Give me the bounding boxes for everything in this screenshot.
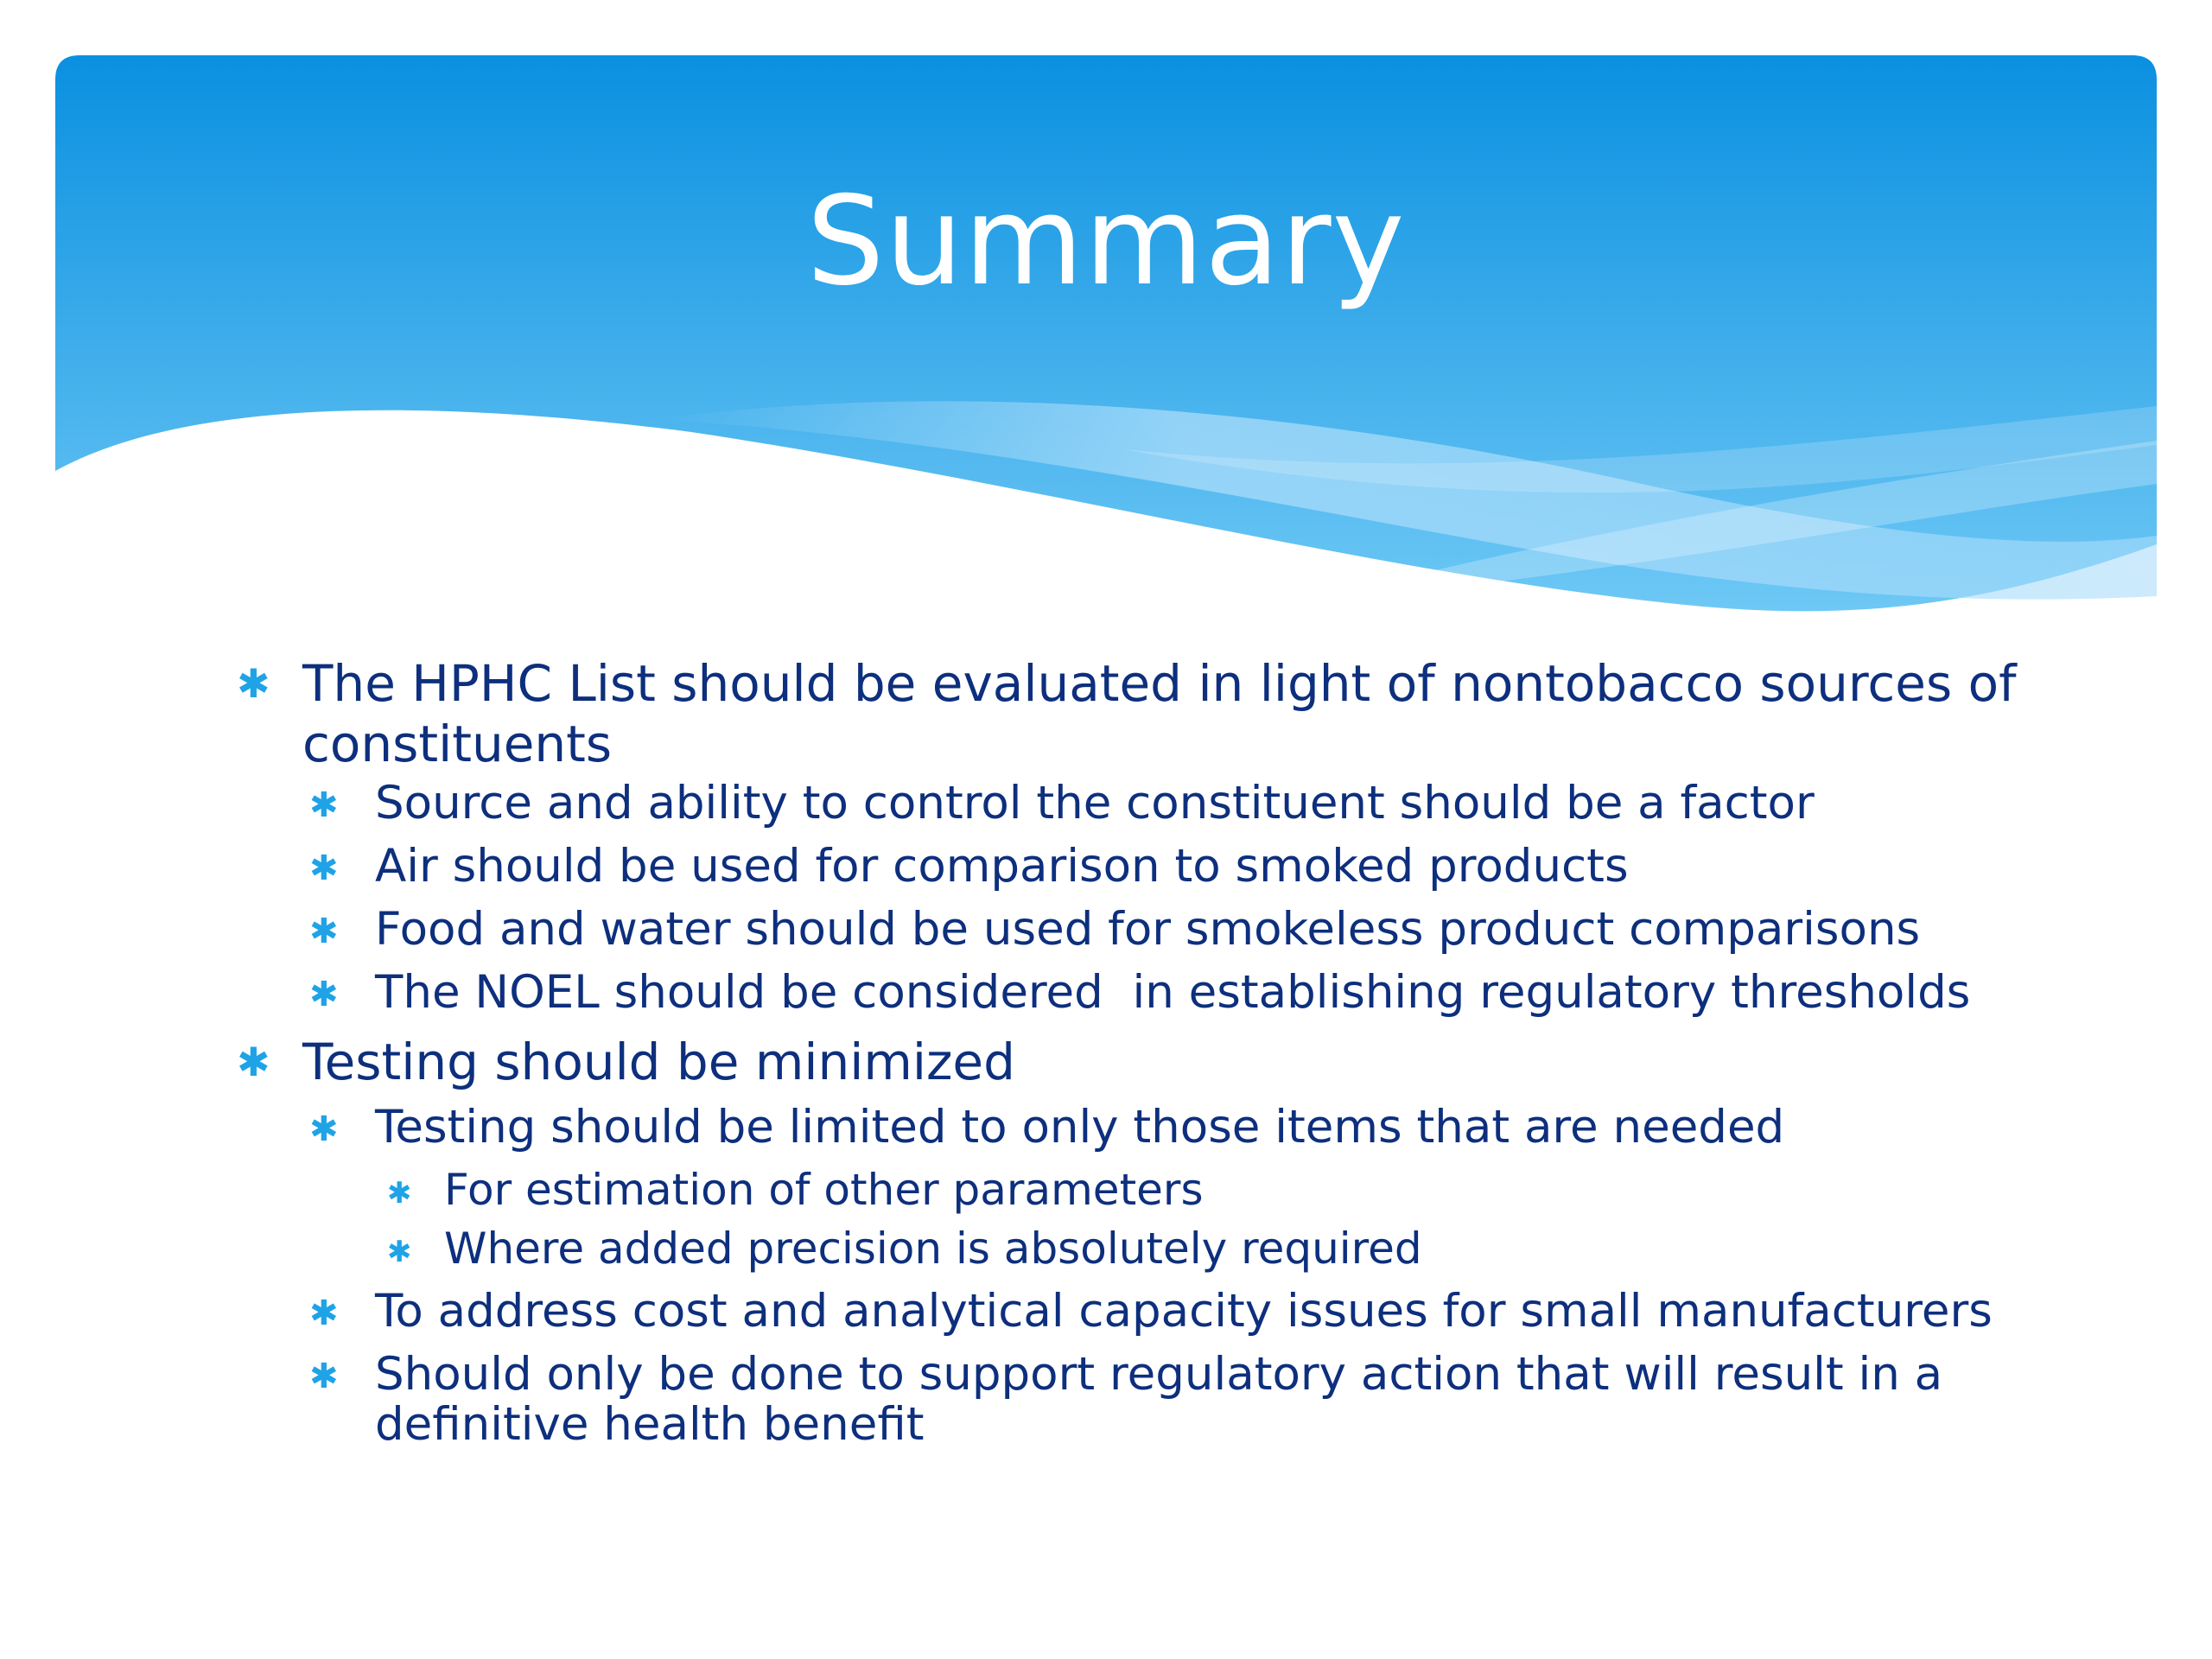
bullet-item-level3 — [387, 1224, 1422, 1274]
asterisk-bullet-icon: ✱ — [309, 1109, 339, 1149]
asterisk-bullet-icon: ✱ — [309, 1357, 339, 1396]
asterisk-bullet-icon: ✱ — [237, 1039, 270, 1085]
bullet-text-line: Testing should be minimized — [302, 1033, 1015, 1091]
asterisk-bullet-icon: ✱ — [387, 1176, 412, 1211]
asterisk-bullet-icon: ✱ — [309, 1294, 339, 1333]
bullet-item-level2 — [309, 1101, 1785, 1154]
slide-title: Summary — [806, 170, 1406, 313]
asterisk-bullet-icon: ✱ — [309, 912, 339, 951]
bullet-text-line: Testing should be limited to only those items that are needed — [375, 1101, 1785, 1154]
bullet-text-line: constituents — [302, 715, 613, 773]
bullet-text-line: Where added precision is absolutely required — [444, 1224, 1422, 1274]
bullet-text-line: definitive health benefit — [375, 1398, 925, 1451]
asterisk-bullet-icon: ✱ — [309, 849, 339, 888]
bullet-text-line: The NOEL should be considered in establishing regulatory thresholds — [375, 966, 1971, 1019]
bullet-text-line: Food and water should be used for smokeless product comparisons — [375, 903, 1921, 956]
bullet-item-level2 — [309, 1285, 1993, 1338]
bullet-item-level1 — [237, 654, 2017, 773]
bullet-item-level2 — [309, 840, 1629, 893]
bullet-item-level2 — [309, 1348, 1943, 1451]
asterisk-bullet-icon: ✱ — [309, 785, 339, 825]
bullet-item-level1 — [237, 1033, 1015, 1091]
bullet-item-level2 — [309, 777, 1815, 830]
bullet-text-line: To address cost and analytical capacity issues for small manufacturers — [375, 1285, 1993, 1338]
asterisk-bullet-icon: ✱ — [237, 660, 270, 707]
bullet-text-line: Air should be used for comparison to smoked products — [375, 840, 1629, 893]
bullet-item-level2 — [309, 903, 1921, 956]
bullet-item-level2 — [309, 966, 1971, 1019]
bullet-item-level3 — [387, 1165, 1204, 1215]
bullet-text-line: The HPHC List should be evaluated in light of nontobacco sources of — [302, 654, 2017, 713]
asterisk-bullet-icon: ✱ — [309, 975, 339, 1014]
bullet-text-line: Should only be done to support regulatory action that will result in a — [375, 1348, 1943, 1401]
bullet-text-line: Source and ability to control the constituent should be a factor — [375, 777, 1815, 830]
bullet-text-line: For estimation of other parameters — [444, 1165, 1204, 1215]
asterisk-bullet-icon: ✱ — [387, 1235, 412, 1269]
